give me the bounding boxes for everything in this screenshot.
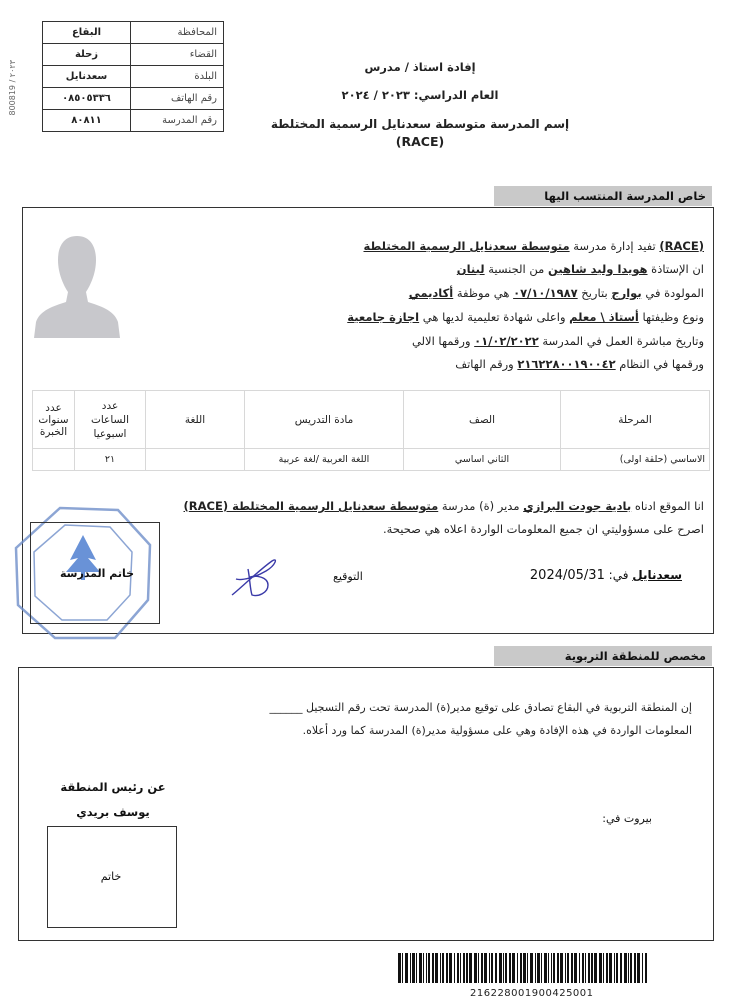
degree: اجازة جامعية [347,310,420,324]
barcode-bar [402,953,403,983]
barcode-bar [530,953,533,983]
barcode-bar [478,953,479,983]
info-label: رقم المدرسة [131,110,224,132]
barcode-bar [599,953,602,983]
on-behalf-label: عن رئيس المنطقة [60,780,166,794]
barcode-bar [557,953,559,983]
text: ان الإستاذة [647,262,704,276]
barcode-bar [620,953,622,983]
cell-class: الثاني اساسي [404,449,561,471]
barcode-bar [624,953,627,983]
line-start-date [412,330,704,352]
date: 2024/05/31 [529,568,605,583]
barcode-bar [466,953,468,983]
job-type: أكاديمي [408,286,454,300]
barcode-bar [585,953,586,983]
barcode-bar [410,953,411,983]
barcode-bar [520,953,522,983]
line-school-intro [364,235,705,257]
birthdate: ٠٧/١٠/١٩٨٧ [513,286,578,300]
place: سعدنايل [632,568,682,582]
academic-year: العام الدراسي: ٢٠٢٣ / ٢٠٢٤ [341,88,499,102]
barcode-bar [544,953,547,983]
barcode-bar [548,953,549,983]
system-number: ٢١٦٢٢٨٠٠١٩٠٠٤٢ [517,357,616,371]
barcode-bar [442,953,444,983]
declaration-line2: اصرح على مسؤوليتي ان جميع المعلومات الواردة اعلاه هي صحيحة. [383,522,704,536]
barcode-number: 216228001900425001 [470,988,594,999]
barcode-bar [469,953,472,983]
barcode-bar [423,953,424,983]
text: ورقم الهاتف [455,357,518,371]
barcode-bar [523,953,526,983]
barcode-bar [591,953,593,983]
barcode-bar [634,953,636,983]
birthplace: بوارج [611,286,642,300]
info-label: القضاء [131,44,224,66]
info-value: البقاع [43,22,131,44]
school-stamp-label: خاتم المدرسة [60,567,135,580]
school-code-line: (RACE) [395,134,445,149]
line-birth [409,282,704,304]
barcode-bar [457,953,459,983]
barcode-bar [551,953,552,983]
barcode-bar [628,953,629,983]
barcode-bar [527,953,528,983]
line-system-number [455,353,704,375]
barcode-bar [537,953,540,983]
header-experience: عدد سنوات الخبرة [33,391,75,449]
barcode-bar [499,953,502,983]
barcode-bar [567,953,569,983]
barcode-bar [541,953,542,983]
text: واعلى شهادة تعليمية لديها هي [419,310,570,324]
declaration-line1 [184,495,704,517]
barcode-bar [460,953,461,983]
region-stamp-label: خاتم [100,870,122,883]
info-row [43,66,224,88]
barcode-bar [428,953,430,983]
section-region-header: مخصص للمنطقة التربوية [494,646,712,666]
barcode-bar [535,953,536,983]
barcode-bar [432,953,434,983]
barcode-bar [419,953,422,983]
signature-mark-icon [228,555,280,600]
header-subject: مادة التدريس [245,391,404,449]
info-value: ٨٠٨١١ [43,110,131,132]
barcode-bar [594,953,597,983]
region-approval-line1: إن المنطقة التربوية في البقاع تصادق على توقيع مدير(ة) المدرسة تحت رقم التسجيل ______ [269,701,692,714]
barcode-bar [446,953,448,983]
barcode-bar [491,953,493,983]
text: تفيد إدارة مدرسة [569,239,660,253]
region-approval-line2: المعلومات الواردة في هذه الإفادة وهي على مسؤولية مدير(ة) المدرسة كما ورد أعلاه. [302,724,692,737]
barcode-bar [398,953,401,983]
barcode-bar [449,953,452,983]
header-hours [75,391,146,449]
region-head-name: يوسف بريدي [76,805,150,819]
barcode-bar [614,953,615,983]
barcode-bar [505,953,507,983]
start-date: ٠١/٠٢/٢٠٢٢ [474,334,539,348]
text: ورقمها الالي [411,334,475,348]
info-label: المحافظة [131,22,224,44]
text: بتاريخ [577,286,612,300]
barcode-bar [474,953,477,983]
barcode-bar [512,953,515,983]
text: في: [604,568,633,582]
text: مدير (ة) مدرسة [438,499,524,513]
barcode-bar [588,953,590,983]
cell-experience [33,449,75,471]
barcode-bar [616,953,618,983]
teaching-table-header [33,391,710,449]
text: ورقمها في النظام [615,357,704,371]
barcode-bar [609,953,612,983]
header-stage: المرحلة [561,391,710,449]
info-value: ٠٨٥٠٥٣٣٦ [43,88,131,110]
barcode-bar [582,953,584,983]
barcode-bar [603,953,604,983]
side-reference-code: 800819 / ٢٠٢٣ [8,60,17,116]
teaching-table [32,390,710,471]
info-value: سعدنايل [43,66,131,88]
place-date [530,568,682,583]
text: هي موظفة [453,286,514,300]
cell-stage: الاساسي (حلقة اولى) [561,449,710,471]
info-value: زحلة [43,44,131,66]
header-language: اللغة [146,391,245,449]
cell-hours: ٢١ [75,449,146,471]
info-row [43,22,224,44]
person-silhouette-icon [30,230,125,340]
table-row [33,449,710,471]
barcode-bar [579,953,580,983]
barcode-bar [463,953,465,983]
signature-label: التوقيع [333,570,363,583]
barcode-bar [560,953,563,983]
beirut-date-label: بيروت في: [602,812,652,825]
nationality: لبنان [456,262,485,276]
barcode-bar [405,953,408,983]
barcode [398,953,648,983]
section-school-header: خاص المدرسة المنتسب اليها [494,186,712,206]
director-name: بادية جودت البرازي [523,499,632,513]
declaration-school: متوسطة سعدنايل الرسمية المختلطة (RACE) [183,499,439,513]
text: من الجنسية [484,262,548,276]
school-info-table [42,21,224,132]
barcode-bar [553,953,555,983]
barcode-bar [565,953,566,983]
school-name: متوسطة سعدنايل الرسمية المختلطة [363,239,570,253]
barcode-bar [489,953,490,983]
barcode-bar [606,953,608,983]
cell-language [146,449,245,471]
barcode-bar [416,953,417,983]
barcode-bar [571,953,573,983]
barcode-bar [574,953,577,983]
info-row [43,44,224,66]
text: انا الموقع ادناه [631,499,704,513]
line-teacher-name [457,258,704,280]
barcode-bar [517,953,518,983]
barcode-bar [637,953,640,983]
role: أستاذ \ معلم [569,310,639,324]
barcode-bar [481,953,483,983]
info-label: البلدة [131,66,224,88]
document-title: إفادة استاذ / مدرس [364,60,476,74]
text: ونوع وظيفتها [638,310,704,324]
info-row [43,88,224,110]
info-row [43,110,224,132]
barcode-bar [426,953,427,983]
barcode-bar [503,953,504,983]
school-name-line: إسم المدرسة متوسطة سعدنايل الرسمية المختلطة [270,117,570,131]
barcode-bar [645,953,647,983]
barcode-bar [440,953,441,983]
header-hours-line: عدد [101,399,119,412]
header-class: الصف [404,391,561,449]
info-label: رقم الهاتف [131,88,224,110]
barcode-bar [435,953,438,983]
cell-subject: اللغة العربية /لغة عربية [245,449,404,471]
text: المولودة في [641,286,704,300]
school-code: (RACE) [659,239,704,253]
teacher-name: هويدا وليد شاهين [547,262,648,276]
barcode-bar [495,953,497,983]
header-hours-line: اسبوعيا [93,427,127,440]
barcode-bar [454,953,455,983]
header-hours-line: الساعات [90,413,130,426]
barcode-bar [630,953,632,983]
barcode-bar [509,953,511,983]
barcode-bar [412,953,415,983]
line-role [347,306,704,328]
barcode-bar [484,953,487,983]
barcode-bar [642,953,643,983]
text: وتاريخ مباشرة العمل في المدرسة [538,334,704,348]
